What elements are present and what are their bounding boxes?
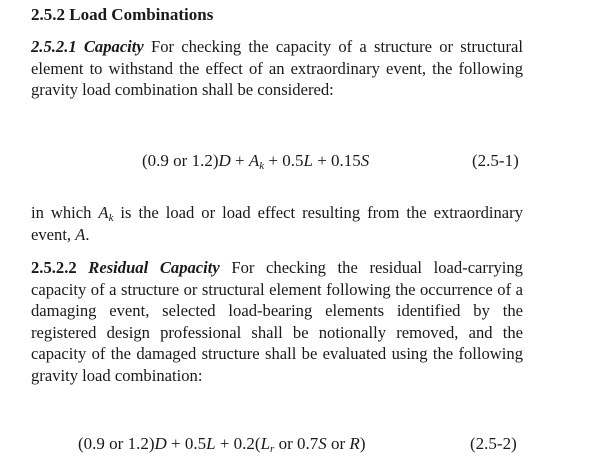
section-title: Load Combinations bbox=[69, 5, 214, 24]
section-heading bbox=[31, 5, 213, 25]
capacity-paragraph bbox=[31, 36, 523, 101]
residual-body: For checking the residual load-carrying capacity of a structure or structural element following the occurrence of a damaging event, selected load-bearing elements identified by the registered design professional shall be notionally removed, and the capacity of the damaged structure shall be evaluated using the following gravity load combination: bbox=[31, 258, 523, 385]
residual-capacity-paragraph bbox=[31, 257, 523, 387]
capacity-title: Capacity bbox=[83, 37, 144, 56]
capacity-body: For checking the capacity of a structure or structural element to withstand the effect of an extraordinary event, the following gravity load combination shall be considered: bbox=[31, 37, 523, 100]
equation-2-expression: (0.9 or $1.2)D + 0.5L + 0.2(L_r$ or 0.7S or R) bbox=[78, 434, 366, 455]
equation-2-5-1 bbox=[31, 151, 523, 175]
equation-1-expression: (0.9 or $1.2)D + A_k + 0.5L + 0.15S$ bbox=[142, 151, 370, 172]
residual-number: 2.5.2.2 bbox=[31, 258, 77, 277]
equation-2-5-2 bbox=[31, 434, 523, 458]
section-number: 2.5.2 bbox=[31, 5, 65, 24]
equation-1-number: (2.5-1) bbox=[472, 151, 519, 170]
capacity-number: 2.5.2.1 bbox=[31, 37, 77, 56]
equation-2-number: (2.5-2) bbox=[470, 434, 517, 453]
explanation-paragraph: in which $A_k$ is the load or load effect resulting from the extraordinary event, A. bbox=[31, 203, 523, 244]
residual-title: Residual Capacity bbox=[88, 258, 220, 277]
